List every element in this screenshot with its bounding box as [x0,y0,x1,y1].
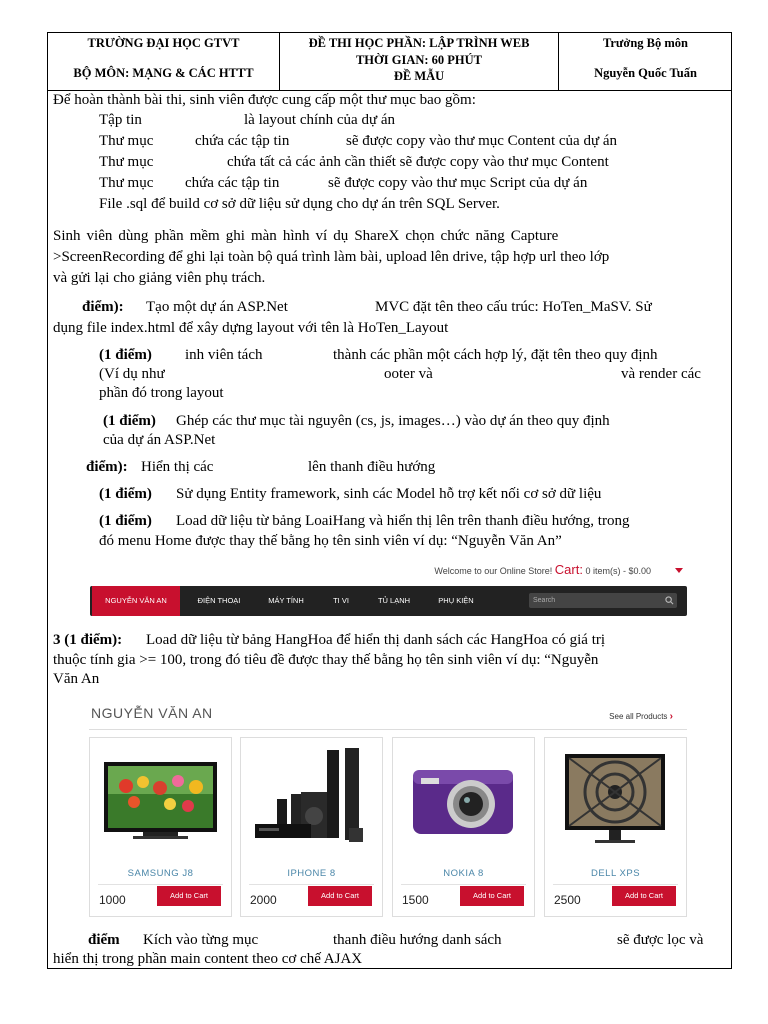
product-name[interactable]: IPHONE 8 [287,868,336,879]
head-title: Trưởng Bộ môn [602,36,689,50]
card-divider [98,884,223,885]
head-name: Nguyễn Quốc Tuấn [594,66,697,80]
add-to-cart-button[interactable]: Add to Cart [612,886,676,906]
intro-item-3a: Thư mục [99,154,154,170]
header-exam-cell [279,33,559,90]
product-card[interactable] [544,737,687,917]
add-to-cart-button[interactable]: Add to Cart [308,886,372,906]
q2-sub2-label: (1 điểm) [99,513,152,529]
q1-line1b: MVC đặt tên theo cấu trúc: HoTen_MaSV. Sử [375,299,652,315]
q1-line1a: Tạo một dự án ASP.Net [146,299,288,315]
see-all-label: See all Products [609,712,668,721]
cart-dropdown-icon[interactable] [675,568,683,573]
intro-item-2b: chứa các tập tin [195,133,290,149]
home-theater-image [249,744,374,854]
monitor-image [553,744,678,854]
nav-item-phones[interactable]: ĐIỆN THOẠI [197,596,241,605]
product-price: 1000 [99,893,126,907]
q3-line2: thuộc tính gia >= 100, trong đó tiêu đề được thay thế bằng họ tên sinh viên ví dụ: “Nguyễn [53,652,599,668]
product-price: 1500 [402,893,429,907]
exam-duration: THỜI GIAN: 60 PHÚT [355,52,483,67]
intro-item-4a: Thư mục [99,175,154,191]
q2-text-b: lên thanh điều hướng [308,459,436,475]
q1-sub2-label: (1 điểm) [103,413,156,429]
product-panel-title: NGUYỄN VĂN AN [91,705,213,721]
nav-item-accessories[interactable]: PHỤ KIỆN [438,596,474,605]
card-divider [553,884,678,885]
q1-sub1b: thành các phần một cách hợp lý, đặt tên theo quy định [333,347,658,363]
intro-line: Để hoàn thành bài thi, sinh viên được cung cấp một thư mục bao gồm: [53,92,476,108]
q4-line1b: thanh điều hướng danh sách [333,932,502,948]
q1-sub2b: của dự án ASP.Net [103,432,216,448]
intro-item-1a: Tập tin [99,112,142,128]
q1-sub1c: (Ví dụ như [99,366,165,382]
exam-header [48,33,731,91]
intro-item-2a: Thư mục [99,133,154,149]
q1-sub1f: phần đó trong layout [99,385,224,401]
product-price: 2000 [250,893,277,907]
q3-label: 3 (1 điểm): [53,632,123,648]
q3-line1: Load dữ liệu từ bảng HangHoa để hiển thị danh sách các HangHoa có giá trị [146,632,606,648]
add-to-cart-button[interactable]: Add to Cart [157,886,221,906]
nav-item-computers[interactable]: MÁY TÍNH [268,596,304,605]
cart-label[interactable]: Cart: [554,562,583,577]
product-panel [89,699,687,922]
q2-sub2b: đó menu Home được thay thế bằng họ tên sinh viên ví dụ: “Nguyễn Văn An” [99,533,562,549]
search-input[interactable] [529,593,677,608]
q2-label: điểm): [86,459,128,475]
intro-item-1b: là layout chính của dự án [244,112,395,128]
search-placeholder: Search [533,597,556,604]
tv-image [98,744,223,854]
search-icon[interactable] [665,596,674,605]
nav-bar [90,586,687,616]
product-name[interactable]: SAMSUNG J8 [127,868,194,879]
cart-info[interactable]: 0 item(s) - $0.00 [585,566,651,576]
q2-sub1-label: (1 điểm) [99,486,152,502]
product-card[interactable] [392,737,535,917]
add-to-cart-button[interactable]: Add to Cart [460,886,524,906]
welcome-bar [434,562,651,577]
q4-line1c: sẽ được lọc và [617,932,704,948]
header-school-cell [48,33,279,90]
nav-item-tv[interactable]: TI VI [333,596,349,605]
header-head-cell [559,33,732,90]
product-card[interactable] [89,737,232,917]
q4-label: điểm [88,932,120,948]
intro-item-2c: sẽ được copy vào thư mục Content của dự án [346,133,618,149]
q3-line3: Văn An [53,671,100,687]
q1-sub1e: và render các [621,366,701,382]
card-divider [401,884,526,885]
welcome-text: Welcome to our Online Store! [434,566,553,576]
nav-item-home[interactable]: NGUYỄN VĂN AN [92,586,180,616]
product-name[interactable]: DELL XPS [590,868,641,879]
camera-image [401,744,526,854]
q1-label: điểm): [82,299,124,315]
nav-item-fridge[interactable]: TỦ LẠNH [377,596,411,605]
intro-item-5: File .sql để build cơ sở dữ liệu sử dụng cho dự án trên SQL Server. [99,196,500,212]
para2-line1: Sinh viên dùng phần mềm ghi màn hình ví dụ ShareX chọn chức năng Capture [53,228,559,244]
q2-text-a: Hiển thị các [141,459,214,475]
product-price: 2500 [554,893,581,907]
school-name: TRƯỜNG ĐẠI HỌC GTVT [87,36,240,50]
q1-line2: dụng file index.html để xây dựng layout với tên là HoTen_Layout [53,320,449,336]
intro-item-4c: sẽ được copy vào thư mục Script của dự án [328,175,588,191]
q2-sub1: Sử dụng Entity framework, sinh các Model hỗ trợ kết nối cơ sở dữ liệu [176,486,602,502]
intro-item-3b: chứa tất cả các ảnh cần thiết sẽ được copy vào thư mục Content [227,154,609,170]
q1-sub1d: ooter và [384,366,433,382]
q1-sub2a: Ghép các thư mục tài nguyên (cs, js, images…) vào dự án theo quy định [176,413,610,429]
department-name: BỘ MÔN: MẠNG & CÁC HTTT [73,66,254,80]
exam-title: ĐỀ THI HỌC PHẦN: LẬP TRÌNH WEB [308,36,530,50]
see-all-link[interactable] [609,711,673,722]
panel-divider [89,729,687,730]
card-divider [249,884,374,885]
chevron-right-icon: › [669,711,673,722]
product-card[interactable] [240,737,383,917]
q4-line2: hiển thị trong phần main content theo cơ chế AJAX [53,951,363,967]
product-name[interactable]: NOKIA 8 [443,868,484,879]
exam-sample: ĐỀ MẪU [393,69,445,83]
intro-item-4b: chứa các tập tin [185,175,280,191]
q4-line1a: Kích vào từng mục [143,932,259,948]
shop-nav-screenshot [90,558,687,618]
q1-sub1a: inh viên tách [185,347,263,363]
para2-line2: >ScreenRecording để ghi lại toàn bộ quá trình làm bài, upload lên drive, tập hợp url theo lớp [53,249,610,265]
para2-line3: và gửi lại cho giảng viên phụ trách. [53,270,266,286]
q2-sub2a: Load dữ liệu từ bảng LoaiHang và hiển thị lên trên thanh điều hướng, trong [176,513,630,529]
q1-sub1-label: (1 điểm) [99,347,152,363]
